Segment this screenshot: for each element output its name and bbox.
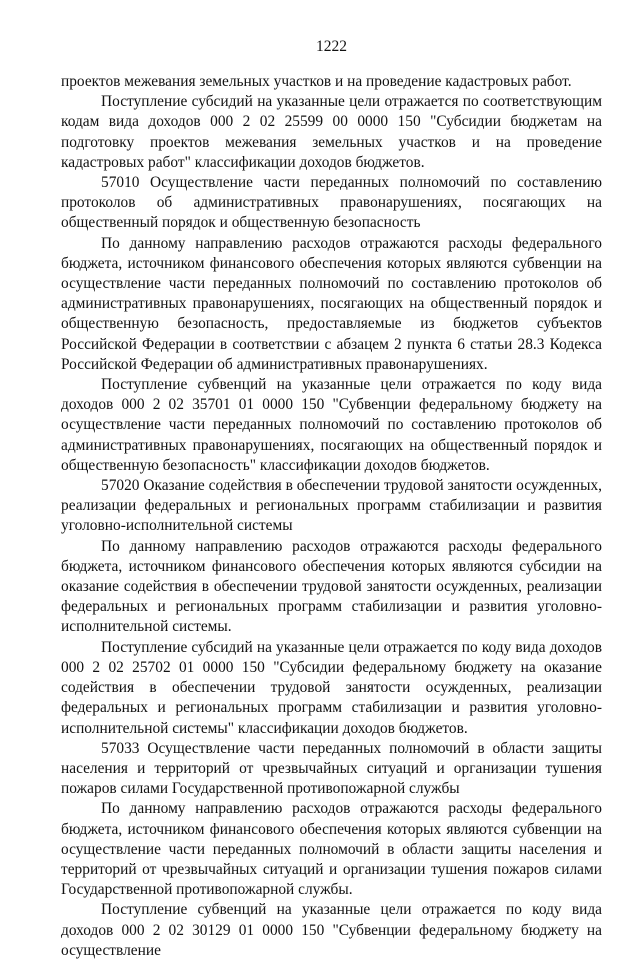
body-paragraph: По данному направлению расходов отражаются расходы федерального бюджета, источником финансового обеспечения которых являются субвенции на осуществление части переданных полномочий по составлению протоколов об административных правонарушениях, посягающих на общественный порядок и общественную безопасность, предоставляемые из бюджетов субъектов Российской Федерации в соответствии с абзацем 2 пункта 6 статьи 28.3 Кодекса Российской Федерации об административных правонарушениях. <box>61 234 602 373</box>
body-paragraph: По данному направлению расходов отражаются расходы федерального бюджета, источником финансового обеспечения которых являются субсидии на оказание содействия в обеспечении трудовой занятости осужденных, реализации федеральных и региональных программ стабилизации и развития уголовно-исполнительной системы. <box>61 537 602 636</box>
body-paragraph: Поступление субсидий на указанные цели отражается по коду вида доходов 000 2 02 25702 01 0000 150 "Субсидии федеральному бюджету на оказание содействия в обеспечении трудовой занятости осужденных, реализации федеральных и региональных программ стабилизации и развития уголовно-исполнительной системы" классификации доходов бюджетов. <box>61 638 602 737</box>
body-paragraph: Поступление субвенций на указанные цели отражается по коду вида доходов 000 2 02 30129 01 0000 150 "Субвенции федеральному бюджету на осуществление <box>61 901 602 959</box>
section-heading-57010: 57010 Осуществление части переданных полномочий по составлению протоколов об административных правонарушениях, посягающих на общественный порядок и общественную безопасность <box>61 174 602 232</box>
document-body <box>61 72 602 961</box>
body-paragraph: Поступление субвенций на указанные цели отражается по коду вида доходов 000 2 02 35701 01 0000 150 "Субвенции федеральному бюджету на осуществление части переданных полномочий по составлению протоколов об административных правонарушениях, посягающих на общественный порядок и общественную безопасность" классификации доходов бюджетов. <box>61 376 602 474</box>
section-heading-57020: 57020 Оказание содействия в обеспечении трудовой занятости осужденных, реализации федеральных и региональных программ стабилизации и развития уголовно-исполнительной системы <box>61 477 602 535</box>
page-number: 1222 <box>316 38 347 55</box>
body-paragraph: Поступление субсидий на указанные цели отражается по соответствующим кодам вида доходов 000 2 02 25599 00 0000 150 "Субсидии бюджетам на подготовку проектов межевания земельных участков и на проведение кадастровых работ" классификации доходов бюджетов. <box>61 93 602 171</box>
section-heading-57033: 57033 Осуществление части переданных полномочий в области защиты населения и территорий от чрезвычайных ситуаций и организации тушения пожаров силами Государственной противопожарной службы <box>61 739 602 798</box>
continuation-paragraph: проектов межевания земельных участков и на проведение кадастровых работ. <box>61 73 572 90</box>
body-paragraph: По данному направлению расходов отражаются расходы федерального бюджета, источником финансового обеспечения которых являются субвенции на осуществление части переданных полномочий в области защиты населения и территорий от чрезвычайных ситуаций и организации тушения пожаров силами Государственной противопожарной службы. <box>61 800 602 899</box>
